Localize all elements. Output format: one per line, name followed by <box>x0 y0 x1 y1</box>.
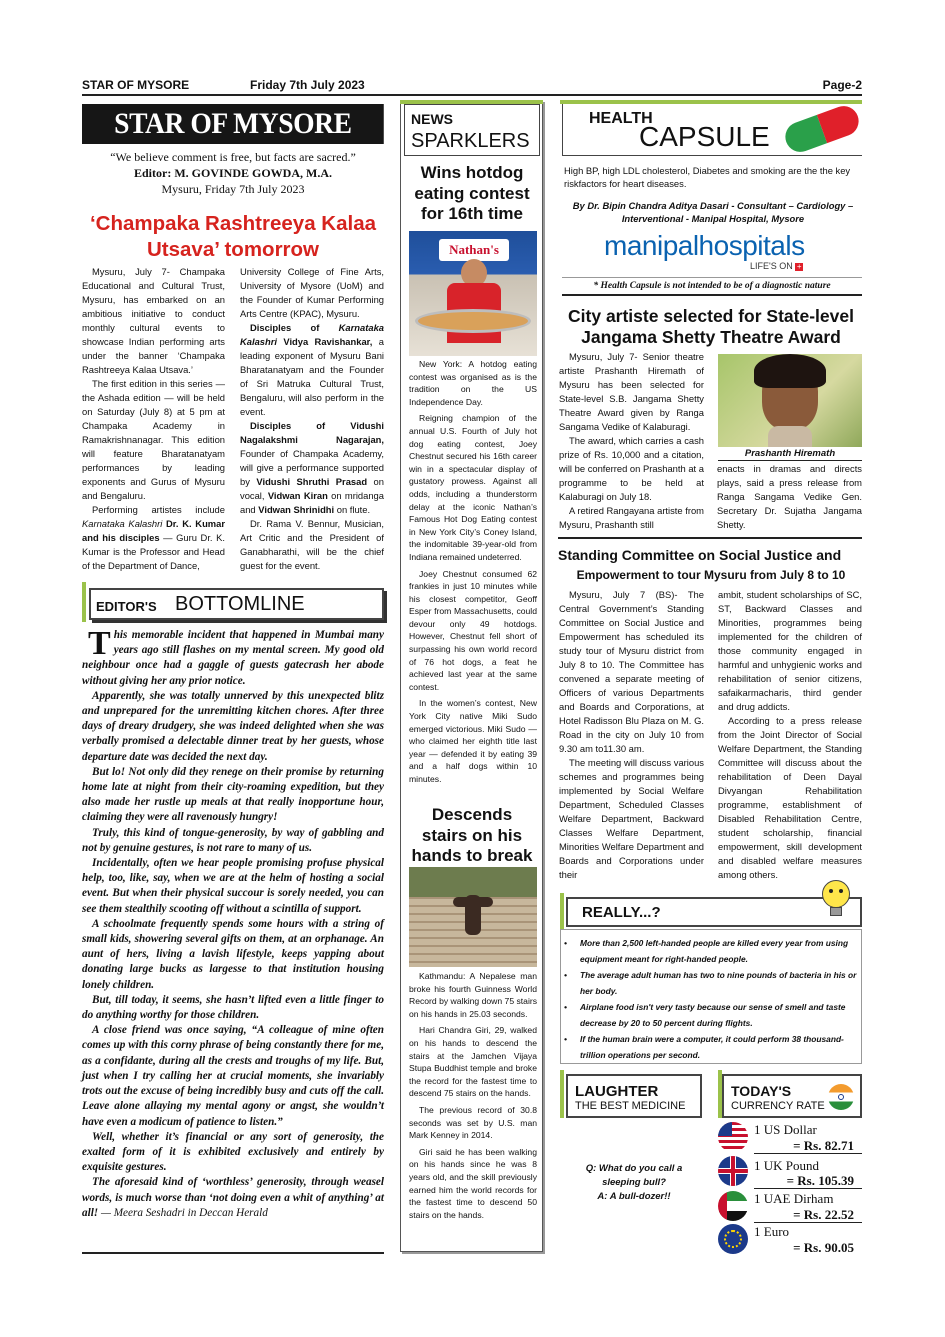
artiste-column-2: enacts in dramas and directs plays, said a press release from Ranga Sangama Vedike Gen. Secretary Dr. Sujatha Jangama Shetty. <box>717 463 862 530</box>
header-paper-name: STAR OF MYSORE <box>82 78 190 92</box>
editorial-paragraph: Truly, this kind of tongue-generosity, by way of gabbling and not by genuine gestures, is not rare to many of us. <box>82 826 384 854</box>
manipal-tagline: LIFE'S ON + <box>750 261 802 271</box>
currency-rate: = Rs. 90.05 <box>793 1240 854 1255</box>
joke-question: Q: What do you call a sleeping bull? <box>585 1163 683 1188</box>
committee-paragraph: According to a press release from the Joint Director of Social Welfare Department, the Standing Committee will discuss about the rehabilitation of Deen Dayal Divyangan Rehabilitation programme, establishment of Disabled Rehabilitation Centre, student scholarship, financial empowerment, skill development and disabled welfare measures among others. <box>718 715 862 880</box>
currency-rate: = Rs. 82.71 <box>793 1138 854 1153</box>
editorial-paragraph: Apparently, she was totally unnerved by this unexpected blitz and unprepared for the unremitting kitchen chores. After three days of dreary drudgery, she was indeed delighted when she was verbally promised a delectable dinner treat by her guests, whose departure date was decided the next day. <box>82 689 384 763</box>
stairs-photo <box>409 867 537 967</box>
lead-paragraph: Disciples of Vidushi Nagalakshmi Nagarajan, Founder of Champaka Academy, will give a performance supported by Vidushi Shruthi Prasad on vocal, Vidwan Kiran on mridanga and Vidwan Shrinidhi on flute. <box>240 420 384 515</box>
editorial-bottom-rule <box>82 1252 384 1254</box>
committee-paragraph: ambit, student scholarships of SC, ST, Backward Classes and Minorities, programmes being implemented for the children of those community engaged in harmful and unhygienic works and rehabilitation of senior citizens, safaikarmacharis, third gender and drug addicts. <box>718 589 862 712</box>
news-paragraph: In the women’s contest, New York City native Miki Sudo emerged victorious. Miki Sudo — who claimed her eighth title last year — defended it by eating 39 and a half dogs within 10 minutes. <box>409 698 537 784</box>
hotdog-story <box>409 358 537 786</box>
committee-column-2 <box>718 588 862 882</box>
uk-flag-icon <box>718 1156 748 1186</box>
drop-cap: T <box>88 625 111 662</box>
editorial-accent-bar <box>82 582 86 622</box>
news-headline-hotdog: Wins hotdog eating contest for 16th time <box>414 163 530 223</box>
lead-headline: ‘Champaka Rashtreeya Kalaa Utsava’ tomorrow <box>89 212 376 261</box>
hotdog-tray <box>415 309 531 333</box>
news-paragraph: The previous record of 30.8 seconds was set by U.S. man Mark Kenney in 2014. <box>409 1104 537 1141</box>
laughter-label-box <box>566 1074 702 1118</box>
health-byline: By Dr. Bipin Chandra Aditya Dasari - Consultant – Cardiology – Interventional - Manipal Hospital, Mysore <box>572 200 854 224</box>
masthead-editor: Editor: M. GOVINDE GOWDA, M.A. <box>134 166 332 180</box>
editorial-paragraph: Well, whether it’s financial or any sort of generosity, the exalted form of it is exhibited exclusively and entirely by exquisite gestures. <box>82 1130 384 1174</box>
health-rule <box>562 277 862 278</box>
editorial-body <box>82 625 384 1221</box>
artiste-headline: City artiste selected for State-level Jangama Shetty Theatre Award <box>568 306 854 347</box>
laughter-joke <box>566 1162 702 1204</box>
editorial-paragraph: Incidentally, often we hear people promising profuse physical help, too, like, say, when we are at the helm of hosting a social event. But when their physical succour is sorely needed, you can see them stealthily scooting off without a scintilla of support. <box>82 857 384 915</box>
news-paragraph: Kathmandu: A Nepalese man broke his fourth Guinness World Record by walking down 75 stairs on his hands in 25.03 seconds. <box>409 971 538 1019</box>
currency-unit: 1 Euro <box>754 1224 790 1239</box>
editorial-paragraph: A close friend was once saying, “A colleague of mine often comes up with this corny phrase of being constantly there for me, as a confidante, during all the crests and troughs of my life. But, just when I try calling her at crucial moments, she invariably trots out the excuse of being incredibly busy and cuts off the call. Leave alone allaying my mental agony or angst, she wouldn’t have even a modicum of patience to listen.” <box>82 1024 384 1128</box>
lead-paragraph: Performing artistes include Karnataka Kalashri Dr. K. Kumar and his disciples — Guru Dr. K. Kumar is the Professor and Head of the Department of Dance, <box>82 504 225 571</box>
news-paragraph: Hari Chandra Giri, 29, walked on his hands to descend the stairs at the Jamchen Vijaya Stupa Buddhist temple and broke the record for the fastest time to descend 75 stairs on the hands. <box>409 1025 537 1099</box>
running-header <box>82 78 862 92</box>
lightbulb-icon <box>818 880 852 922</box>
nathans-sign: Nathan's <box>439 239 509 261</box>
currency-row-rule <box>754 1153 862 1154</box>
editorial-paragraph: But, till today, it seems, she hasn’t lifted even a little finger to do anything worthy for those children. <box>82 993 384 1022</box>
really-list <box>564 936 862 1063</box>
header-date: Friday 7th July 2023 <box>250 78 365 92</box>
eu-flag-icon <box>718 1224 748 1254</box>
currency-row-rule <box>754 1222 862 1223</box>
currency-rate: = Rs. 105.39 <box>786 1173 854 1188</box>
laughter-label-bottom: THE BEST MEDICINE <box>575 1100 686 1112</box>
masthead-motto: “We believe comment is free, but facts are sacred.” <box>110 150 356 164</box>
health-text: High BP, high LDL cholesterol, Diabetes and smoking are the the key riskfactors for heart diseases. <box>564 165 851 189</box>
currency-label-top: TODAY'S <box>731 1083 792 1099</box>
currency-unit: 1 US Dollar <box>754 1122 817 1137</box>
committee-headline-2: Empowerment to tour Mysuru from July 8 to 10 <box>576 568 846 582</box>
lead-column-2 <box>240 265 384 573</box>
committee-column-1 <box>559 588 704 882</box>
laughter-label-top: LAUGHTER <box>575 1083 659 1100</box>
news-paragraph: Joey Chestnut consumed 62 frankies in just 10 minutes while his closest competitor, Geoff Esper from Massachusetts, could devour only 49 hotdogs. However, Chestnut fell short of surpassing his own world record of 76 hot dogs, a feat he achieved last year at the same contest. <box>409 568 537 692</box>
currency-label-bottom: CURRENCY RATE <box>731 1100 825 1112</box>
lead-paragraph: Mysuru, July 7- Champaka Educational and Cultural Trust, Mysuru, has embarked on an ambitious initiative to conduct monthly cultural events to showcase Indian performing arts under the banner ‘Champaka Rashtreeya Kalaa Utsava.’ <box>82 266 225 375</box>
editorial-label-small: EDITOR'S <box>96 599 157 614</box>
masthead-banner: STAR OF MYSORE <box>82 104 384 144</box>
committee-paragraph: Mysuru, July 7 (BS)- The Central Government’s Standing Committee on Social Justice and Empowerment has scheduled its study tour of Mysuru district from July 8 to 10. The Committee has convened a separate meeting of Officers of various Departments and Boards and Corporations, at Hotel Radisson Blu Plaza on M. G. Road in the city on July 10 from 9.30 am to11.30 am. <box>559 589 704 754</box>
currency-unit: 1 UK Pound <box>754 1158 820 1173</box>
news-paragraph: Reigning champion of the annual U.S. Fourth of July hot dog eating contest, Joey Chestnut secured his 16th career win in a spectacular display of gustatory prowess. Against all odds, including a thunderstorm delay at the iconic Nathan’s Famous Hot Dog Eating contest in New York City’s Coney Island, the indomitable 39-year-old from Indiana remained undeterred. <box>409 413 537 562</box>
currency-label-box <box>722 1074 862 1118</box>
us-flag-icon <box>718 1122 748 1152</box>
health-label-bottom: CAPSULE <box>639 121 770 152</box>
news-paragraph: Giri said he has been walking on his hands since he was 8 years old, and the skill previously earned him the world records for the fastest time to descend 50 stairs on the hands. <box>409 1146 537 1220</box>
editorial-paragraph: But lo! Not only did they renege on their promise by returning home late at night from their city-roaming expedition, but they also made her rustle up meals at that really inopportune hour, claiming they were all ravenously hungry! <box>82 765 384 824</box>
masthead-dateline: Mysuru, Friday 7th July 2023 <box>161 182 305 196</box>
lead-paragraph: Disciples of Karnataka Kalashri Vidya Ravishankar, a leading exponent of Mysuru Bani Bharatanatyam and the Founder of Sri Matruka Cultural Trust, Bengaluru, will also perform in the event. <box>240 322 384 417</box>
currency-row-rule <box>754 1188 862 1189</box>
fact-item: • The average adult human has two to nine pounds of bacteria in his or her body. <box>564 970 857 996</box>
header-page-number: Page-2 <box>822 78 862 92</box>
manipal-logo: manipalhospitals <box>604 230 805 261</box>
health-bottom-rule <box>562 294 862 296</box>
committee-paragraph: The meeting will discuss various schemes and programmes being implemented by Social Welfare Department, Scheduled Classes Welfare Department, Backward Classes Welfare Department, Minorities Welfare Department and Boards and Corporations under their <box>559 757 704 880</box>
currency-unit: 1 UAE Dirham <box>754 1191 834 1206</box>
committee-headline-1: Standing Committee on Social Justice and <box>558 547 842 563</box>
artiste-bottom-rule <box>558 537 862 539</box>
joke-answer: A: A bull-dozer!! <box>597 1191 671 1202</box>
really-accent-bar <box>560 893 564 929</box>
editorial-label-big: BOTTOMLINE <box>175 593 305 615</box>
fact-item: • Airplane food isn't very tasty because our sense of smell and taste decrease by 20 to 50 percent during flights. <box>564 1002 846 1028</box>
currency-table <box>718 1122 862 1254</box>
laughter-accent-bar <box>560 1070 564 1118</box>
artiste-caption: Prashanth Hiremath <box>744 448 836 459</box>
lead-paragraph: The first edition in this series — the Ashada edition — will be held on Saturday (July 8) at 5 pm at Champaka Academy in Ramakrishnanagar. This edition will feature Bharatanatyam performances by leading exponents and Gurus of Mysuru and Bengaluru. <box>82 378 225 501</box>
news-label-top: NEWS <box>411 111 453 127</box>
header-rule <box>82 94 862 96</box>
fact-item: • More than 2,500 left-handed people are killed every year from using equipment meant for right-handed people. <box>564 938 849 964</box>
editorial-paragraph: A schoolmate frequently spends some hours with a string of small kids, showering several gifts on them, at an orphanage. An aunt of hers, living a lavish lifestyle, keeps yapping about donating large bucks as largesse to that institution housing lonely children. <box>82 917 384 991</box>
health-disclaimer: * Health Capsule is not intended to be of a diagnostic nature <box>593 281 831 291</box>
editorial-label-box <box>89 588 384 620</box>
editorial-byline: — Meera Seshadri in Deccan Herald <box>98 1206 268 1219</box>
india-flag-icon <box>828 1084 854 1110</box>
artiste-paragraph: Mysuru, July 7- Senior theatre artiste Prashanth Hiremath of Mysuru has been selected for State-level S.B. Jangama Shetty Theatre Award given by Ranga Sangama Vedike of Kalaburagi. <box>559 351 704 432</box>
currency-rate: = Rs. 22.52 <box>793 1207 854 1222</box>
lead-column-1 <box>82 265 225 573</box>
artiste-paragraph: A retired Rangayana artiste from Mysuru, Prashanth still <box>559 505 704 530</box>
editorial-paragraph: The aforesaid kind of ‘worthless’ generosity, through weasel words, is much worse than ‘not doing even a whit of anything’ at all! — Meera Seshadri in Deccan Herald <box>82 1176 384 1219</box>
artiste-paragraph: The award, which carries a cash prize of Rs. 10,000 and a citation, will be conferred on Prashanth at a programme to be held at Kalaburagi on July 18. <box>559 435 704 502</box>
caption-rule <box>718 460 862 461</box>
fact-item: • If the human brain were a computer, it could perform 38 thousand-trillion operations per second. <box>564 1034 844 1060</box>
news-headline-stairs: Descends stairs on his hands to break <box>411 805 533 865</box>
stairs-story <box>409 970 537 1221</box>
news-label-bottom: SPARKLERS <box>411 130 530 152</box>
lead-paragraph: Dr. Rama V. Bennur, Musician, Art Critic and the President of Ganabharathi, will be the chief guest for the event. <box>240 518 384 571</box>
health-label-top: HEALTH <box>589 110 653 127</box>
artiste-column-1 <box>559 350 704 532</box>
really-label: REALLY...? <box>582 904 661 921</box>
hotdog-photo <box>409 231 537 356</box>
uae-flag-icon <box>718 1191 748 1221</box>
lead-paragraph: University College of Fine Arts, University of Mysore (UoM) and the Founder of Kumar Performing Arts Centre (KPAC), Mysuru. <box>240 266 384 319</box>
editorial-paragraph: This memorable incident that happened in Mumbai many years ago still flashes on my mental screen. My good old neighbour once had a gaggle of guests gatecrash her abode without giving her any prior notice. <box>82 625 384 687</box>
news-paragraph: New York: A hotdog eating contest was organised as is the tradition on the US Independence Day. <box>409 359 537 407</box>
artiste-photo <box>718 354 862 447</box>
